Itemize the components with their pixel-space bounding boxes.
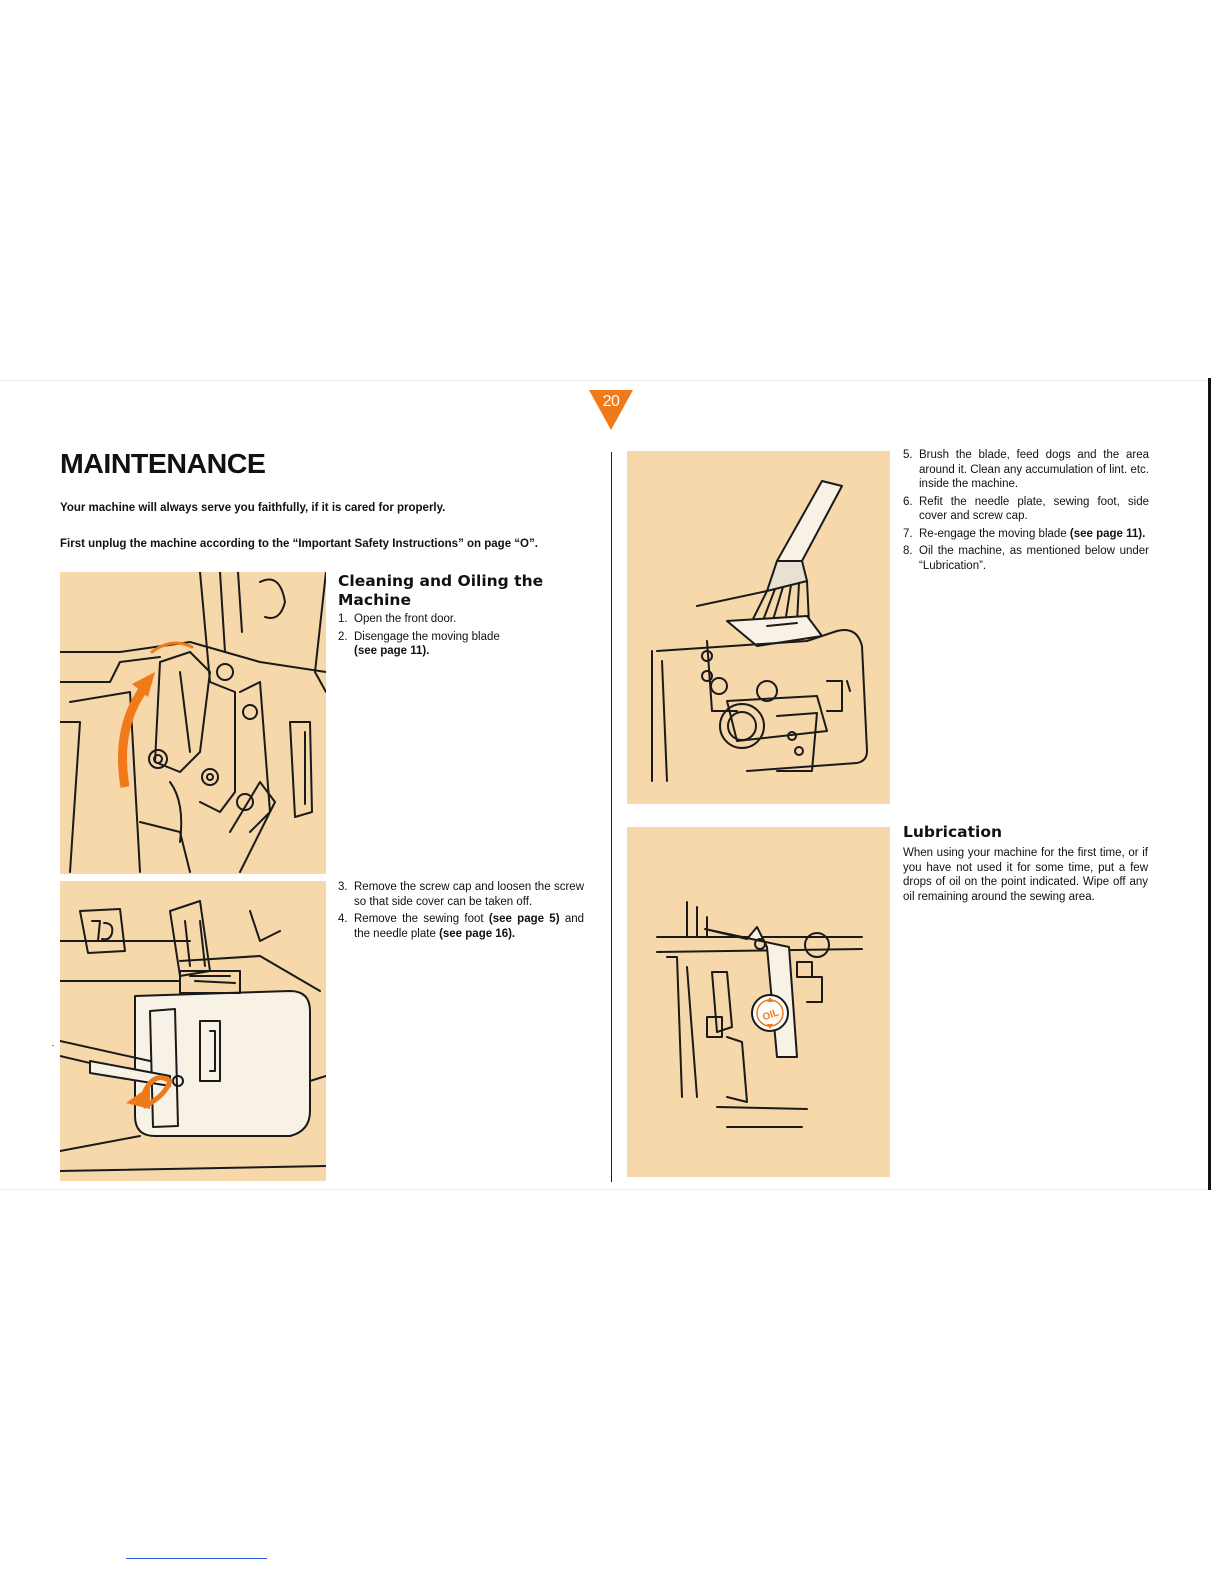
front-door-blade-figure xyxy=(60,572,326,874)
lubrication-text: When using your machine for the first time, or if you have not used it for some time, put a few drops of oil on the point indicated. Wipe off any oil remaining around the sewing area. xyxy=(903,847,1148,903)
step-3: 3. Remove the screw cap and loosen the screw so that side cover can be taken off. xyxy=(338,881,584,908)
cleaning-steps-part-2 xyxy=(338,880,584,944)
cleaning-heading: Cleaning and Oiling the Machine xyxy=(338,572,544,609)
page-number: 20 xyxy=(602,393,620,410)
page-title: MAINTENANCE xyxy=(60,448,266,479)
spread-bottom-edge xyxy=(0,1189,1212,1190)
page-reference: (see page 11). xyxy=(1069,527,1146,540)
unplug-instruction: First unplug the machine according to the “Important Safety Instructions” on page “O”. xyxy=(60,538,538,550)
page-number-badge xyxy=(589,390,633,430)
page-reference: (see page 11). xyxy=(354,645,430,657)
front-door-blade-illustration-icon xyxy=(60,572,326,874)
step-8: 8. Oil the machine, as mentioned below under “Lubrication”. xyxy=(903,545,1149,572)
cleaning-steps-part-1 xyxy=(338,612,588,662)
step-6: 6. Refit the needle plate, sewing foot, side cover and screw cap. xyxy=(903,495,1149,522)
step-7: 7. Re-engage the moving blade (see page 11). xyxy=(903,527,1146,540)
brush-cleaning-illustration-icon xyxy=(627,451,890,804)
step-5: 5. Brush the blade, feed dogs and the area around it. Clean any accumulation of lint. etc. inside the machine. xyxy=(903,449,1149,490)
step-1: 1. Open the front door. xyxy=(338,613,457,625)
step-4: 4. Remove the sewing foot (see page 5) and the needle plate (see page 16). xyxy=(338,913,584,940)
page-reference: (see page 16). xyxy=(439,927,516,940)
cleaning-steps-part-3 xyxy=(903,448,1149,576)
spread-top-edge xyxy=(0,380,1212,381)
page-reference: (see page 5) xyxy=(488,913,560,925)
oil-point-illustration-icon xyxy=(627,827,890,1177)
intro-text: Your machine will always serve you faithfully, if it is cared for properly. xyxy=(60,502,446,514)
scan-mark xyxy=(52,1045,54,1046)
footer-rule xyxy=(126,1558,267,1559)
oil-point-figure xyxy=(627,827,890,1177)
brush-cleaning-figure xyxy=(627,451,890,804)
column-divider xyxy=(611,452,612,1182)
lubrication-heading: Lubrication xyxy=(903,823,1003,841)
side-cover-screwdriver-illustration-icon xyxy=(60,881,326,1181)
step-2: 2. Disengage the moving blade (see page 11). xyxy=(338,630,500,657)
side-cover-figure xyxy=(60,881,326,1181)
page-edge-line xyxy=(1208,378,1211,1190)
oil-label: OIL xyxy=(761,1007,781,1024)
